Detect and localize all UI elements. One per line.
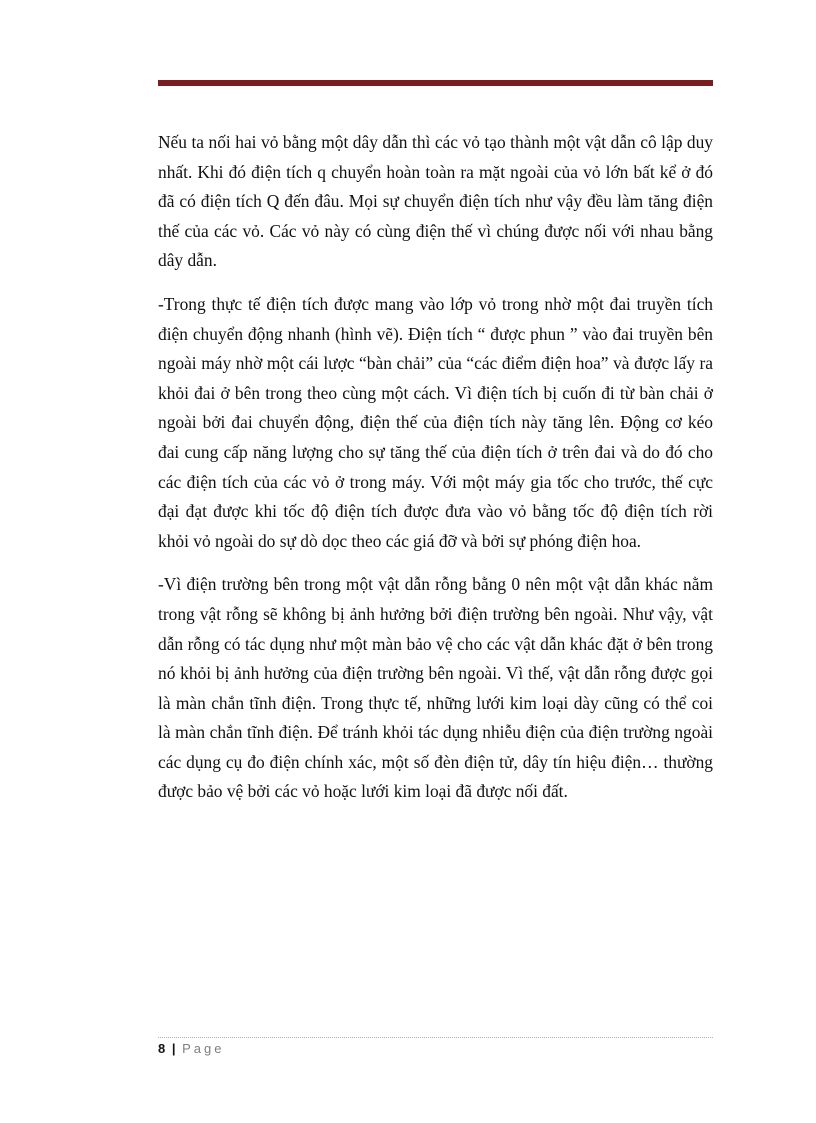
footer-rule — [158, 1037, 713, 1038]
header-rule — [158, 80, 713, 86]
document-body — [158, 128, 713, 821]
paragraph-3: -Vì điện trường bên trong một vật dẫn rỗng bằng 0 nên một vật dẫn khác nằm trong vật rỗng sẽ không bị ảnh hưởng bởi điện trường bên ngoài. Như vậy, vật dẫn rỗng có tác dụng như một màn bảo vệ cho các vật dẫn khác đặt ở bên trong nó khỏi bị ảnh hưởng của điện trường bên ngoài. Vì thế, vật dẫn rỗng được gọi là màn chắn tĩnh điện. Trong thực tế, những lưới kim loại dày cũng có thể coi là màn chắn tĩnh điện. Để tránh khỏi tác dụng nhiễu điện của điện trường ngoài các dụng cụ đo điện chính xác, một số đèn điện tử, dây tín hiệu điện… thường được bảo vệ bởi các vỏ hoặc lưới kim loại đã được nối đất. — [158, 574, 713, 802]
page-separator: | — [171, 1041, 176, 1056]
page-label: Page — [182, 1041, 225, 1056]
page-footer — [158, 1040, 225, 1058]
paragraph-2: -Trong thực tế điện tích được mang vào lớp vỏ trong nhờ một đai truyền tích điện chuyển động nhanh (hình vẽ). Điện tích “ được phun ” vào đai truyền bên ngoài máy nhờ một cái lược “bàn chải” của “các điểm điện hoa” và được lấy ra khỏi đai ở bên trong theo cùng một cách. Vì điện tích bị cuốn đi từ bàn chải ở ngoài bởi đai chuyển động, điện thế của điện tích này tăng lên. Động cơ kéo đai cung cấp năng lượng cho sự tăng thế của điện tích ở trên đai và do đó cho các điện tích của các vỏ ở trong máy. Với một máy gia tốc cho trước, thế cực đại đạt được khi tốc độ điện tích được đưa vào vỏ bằng tốc độ điện tích rời khỏi vỏ ngoài do sự dò dọc theo các giá đỡ và bởi sự phóng điện hoa. — [158, 293, 713, 551]
paragraph-1: Nếu ta nối hai vỏ bằng một dây dẫn thì các vỏ tạo thành một vật dẫn cô lập duy nhất. Khi đó điện tích q chuyển hoàn toàn ra mặt ngoài của vỏ lớn bất kể ở đó đã có điện tích Q đến đâu. Mọi sự chuyển điện tích như vậy đều làm tăng điện thế của các vỏ. Các vỏ này có cùng điện thế vì chúng được nối với nhau bằng dây dẫn. — [158, 132, 713, 271]
page-number: 8 — [158, 1041, 166, 1056]
